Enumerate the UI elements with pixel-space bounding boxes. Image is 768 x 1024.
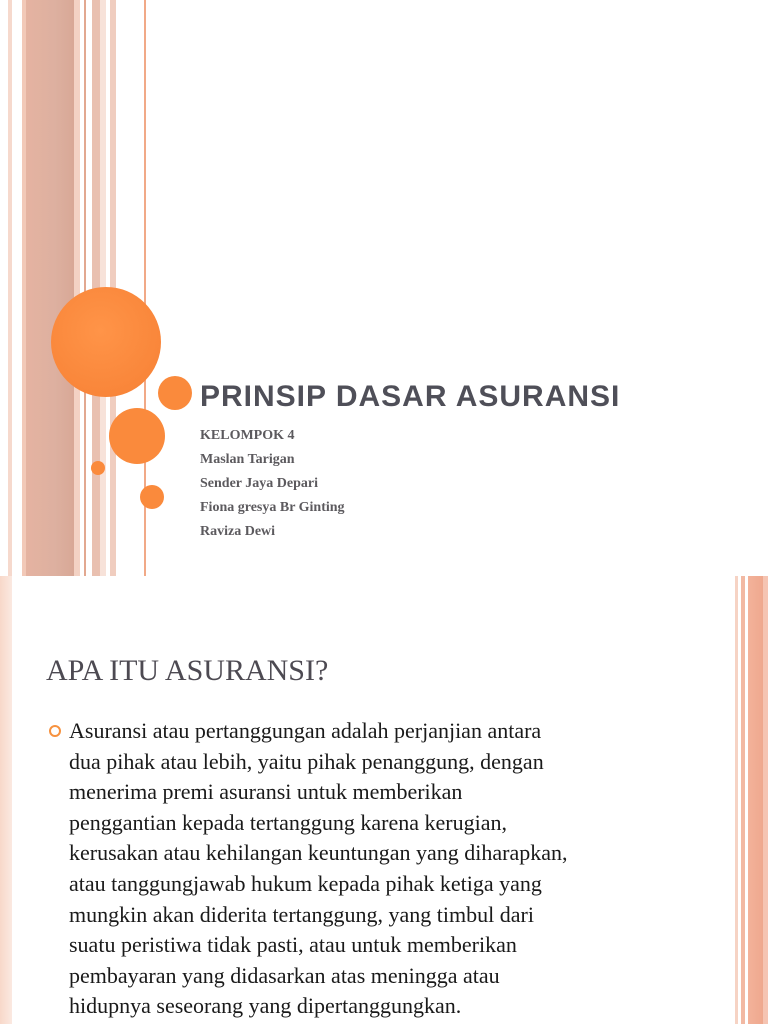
paragraph-line: Asuransi atau pertanggungan adalah perjanjian antara xyxy=(69,718,542,743)
paragraph-line: suatu peristiwa tidak pasti, atau untuk memberikan xyxy=(69,932,517,958)
paragraph-line: hidupnya seseorang yang dipertanggungkan. xyxy=(69,993,462,1019)
decor-circle-small xyxy=(158,376,192,410)
paragraph-line: atau tanggungjawab hukum kepada pihak ketiga yang xyxy=(69,870,542,896)
member-name: Fiona gresya Br Ginting xyxy=(200,500,345,515)
bullet-paragraph xyxy=(69,716,659,1022)
decor-stripe xyxy=(8,0,12,576)
member-name: Maslan Tarigan xyxy=(200,452,295,467)
decor-circle-tiny xyxy=(91,461,105,475)
decor-stripe xyxy=(74,0,80,576)
decor-stripe xyxy=(84,0,86,576)
paragraph-line: menerima premi asuransi untuk memberikan xyxy=(69,779,463,805)
decor-stripe xyxy=(763,576,768,1024)
paragraph-line: kerusakan atau kehilangan keuntungan yang diharapkan, xyxy=(69,840,568,866)
decor-stripe xyxy=(0,0,8,576)
decor-stripe xyxy=(0,576,12,1024)
paragraph-line: penggantian kepada tertanggung karena kerugian, xyxy=(69,809,507,835)
slide-title: PRINSIP DASAR ASURANSI xyxy=(200,380,621,413)
decor-stripe xyxy=(735,576,738,1024)
decor-circle-medium xyxy=(109,408,165,464)
content-slide xyxy=(0,576,768,1024)
paragraph-line: mungkin akan diderita tertanggung, yang timbul dari xyxy=(69,901,534,927)
member-name: Raviza Dewi xyxy=(200,524,276,539)
slide-title: APA ITU ASURANSI? xyxy=(46,654,329,687)
circle-bullet-icon xyxy=(49,725,61,737)
decor-circle-small xyxy=(140,485,164,509)
decor-circle-large xyxy=(51,287,161,397)
subtitle-block xyxy=(200,424,345,544)
member-name: Sender Jaya Depari xyxy=(200,476,318,491)
group-label: KELOMPOK 4 xyxy=(200,428,295,443)
decor-stripe xyxy=(26,0,74,576)
decor-stripe xyxy=(741,576,745,1024)
paragraph-line: pembayaran yang didasarkan atas meningga atau xyxy=(69,962,500,988)
paragraph-line: dua pihak atau lebih, yaitu pihak penanggung, dengan xyxy=(69,748,544,774)
